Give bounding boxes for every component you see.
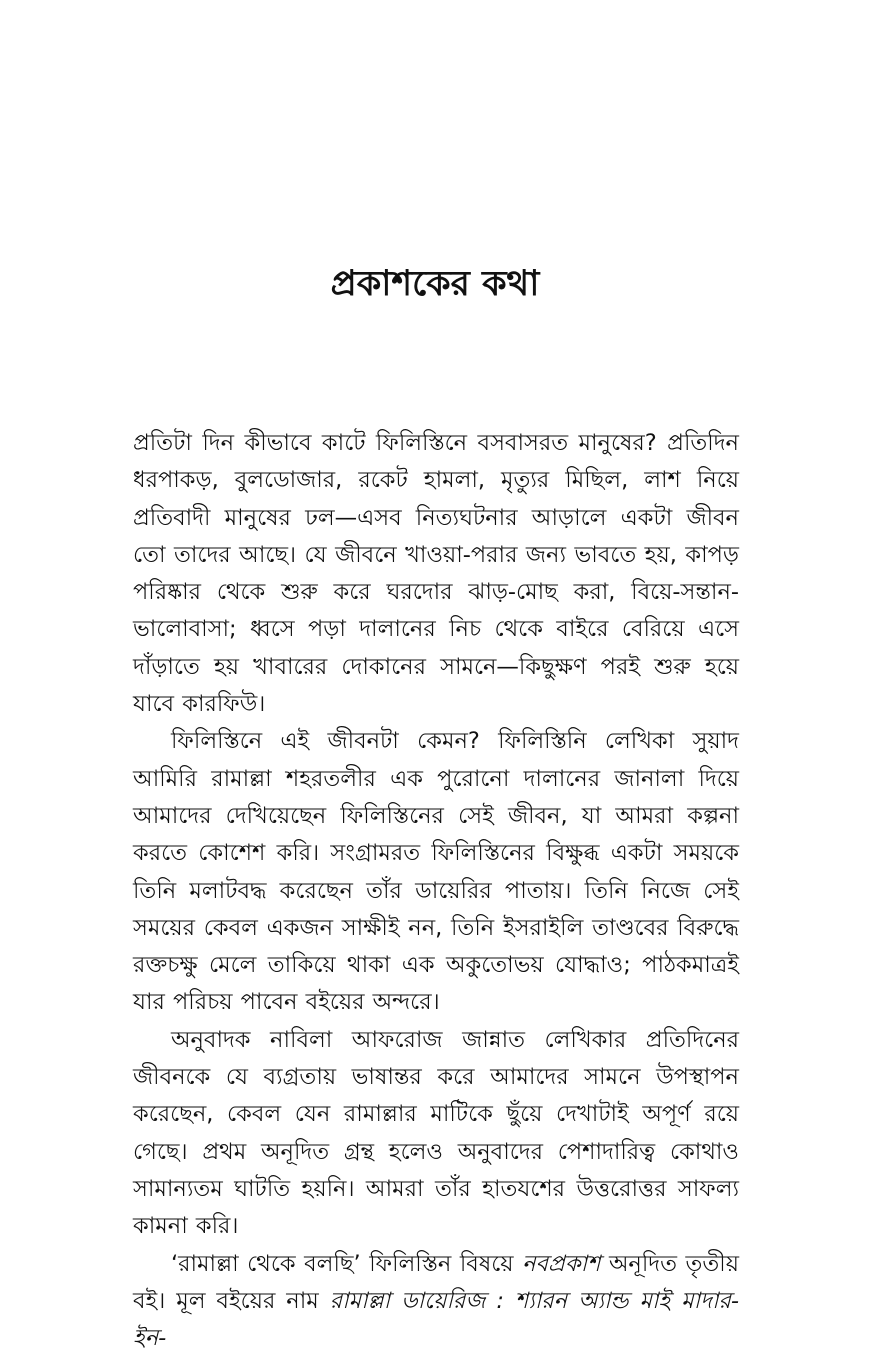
publisher-name: নবপ্রকাশ: [522, 1250, 601, 1277]
paragraph-4: [133, 1246, 739, 1357]
original-book-title: রামাল্লা ডায়েরিজ : শ্যারন অ্যান্ড মাই মাদার-ইন-: [133, 1287, 739, 1352]
paragraph-2: ফিলিস্তিনে এই জীবনটা কেমন? ফিলিস্তিনি লেখিকা সুয়াদ আমিরি রামাল্লা শহরতলীর এক পুরোনো দালানের জানালা দিয়ে আমাদের দেখিয়েছেন ফিলিস্তিনের সেই জীবন, যা আমরা কল্পনা করতে কোশেশ করি। সংগ্রামরত ফিলিস্তিনের বিক্ষুব্ধ একটা সময়কে তিনি মলাটবদ্ধ করেছেন তাঁর ডায়েরির পাতায়। তিনি নিজে সেই সময়ের কেবল একজন সাক্ষীই নন, তিনি ইসরাইলি তাণ্ডবের বিরুদ্ধে রক্তচক্ষু মেলে তাকিয়ে থাকা এক অকুতোভয় যোদ্ধাও; পাঠকমাত্রই যার পরিচয় পাবেন বইয়ের অন্দরে।: [133, 728, 739, 1016]
paragraph-4-text-a: ‘রামাল্লা থেকে বলছি’ ফিলিস্তিন বিষয়ে: [171, 1250, 523, 1277]
page-title: প্রকাশকের কথা: [330, 264, 540, 304]
paragraph-4-text-b: অনূদিত তৃতীয় বই। মূল বইয়ের নাম: [133, 1250, 739, 1314]
paragraph-1: প্রতিটা দিন কীভাবে কাটে ফিলিস্তিনে বসবাসরত মানুষের? প্রতিদিন ধরপাকড়, বুলডোজার, রকেট হামলা, মৃত্যুর মিছিল, লাশ নিয়ে প্রতিবাদী মানুষের ঢল—এসব নিত্যঘটনার আড়ালে একটা জীবন তো তাদের আছে। যে জীবনে খাওয়া-পরার জন্য ভাবতে হয়, কাপড় পরিষ্কার থেকে শুরু করে ঘরদোর ঝাড়-মোছ করা, বিয়ে-সন্তান-ভালোবাসা; ধ্বসে পড়া দালানের নিচ থেকে বাইরে বেরিয়ে এসে দাঁড়াতে হয় খাবারের দোকানের সামনে—কিছুক্ষণ পরই শুরু হয়ে যাবে কারফিউ।: [133, 430, 739, 718]
paragraph-3: অনুবাদক নাবিলা আফরোজ জান্নাত লেখিকার প্রতিদিনের জীবনকে যে ব্যগ্রতায় ভাষান্তর করে আমাদের সামনে উপস্থাপন করেছেন, কেবল যেন রামাল্লার মাটিকে ছুঁয়ে দেখাটাই অপূর্ণ রয়ে গেছে। প্রথম অনূদিত গ্রন্থ হলেও অনুবাদের পেশাদারিত্ব কোথাও সামান্যতম ঘাটতি হয়নি। আমরা তাঁর হাতযশের উত্তরোত্তর সাফল্য কামনা করি।: [133, 1026, 739, 1240]
body-text: [133, 425, 739, 1357]
